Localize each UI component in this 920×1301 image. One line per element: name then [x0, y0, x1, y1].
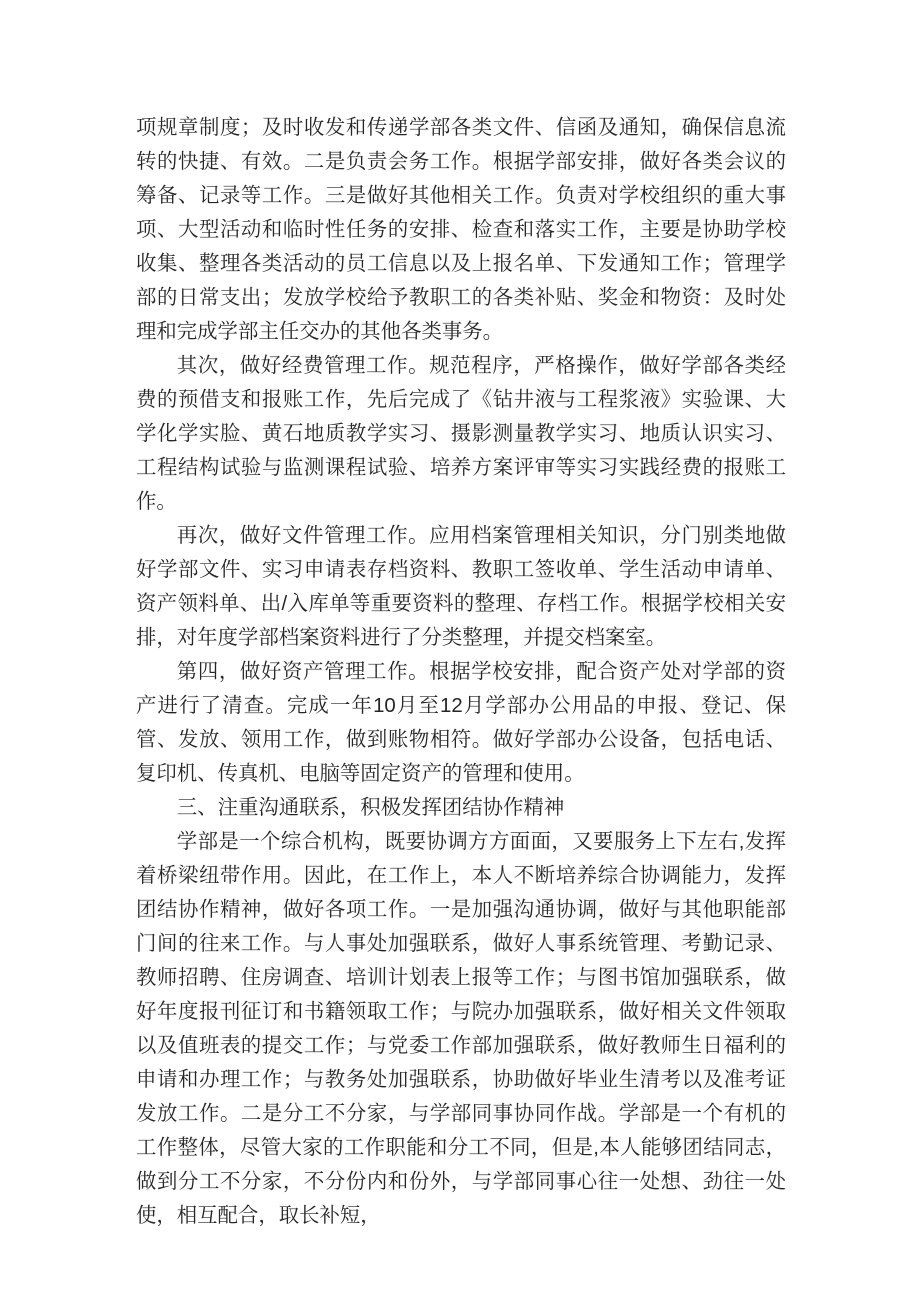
body-paragraph-continuation: 项规章制度；及时收发和传递学部各类文件、信函及通知，确保信息流转的快捷、有效。二是负责会务工作。根据学部安排，做好各类会议的筹备、记录等工作。三是做好其他相关工作。负责对学校组织的重大事项、大型活动和临时性任务的安排、检查和落实工作，主要是协助学校收集、整理各类活动的员工信息以及上报名单、下发通知工作；管理学部的日常支出；发放学校给予教职工的各类补贴、奖金和物资：及时处理和完成学部主任交办的其他各类事务。 — [136, 117, 786, 343]
body-paragraph-asset-management: 第四，做好资产管理工作。根据学校安排，配合资产处对学部的资产进行了清查。完成一年10月至12月学部办公用品的申报、登记、保管、发放、领用工作，做到账物相符。做好学部办公设备，包括电话、复印机、传真机、电脑等固定资产的管理和使用。 — [136, 661, 786, 785]
section-heading-three: 三、注重沟通联系，积极发挥团结协作精神 — [176, 797, 565, 819]
body-paragraph-file-management: 再次，做好文件管理工作。应用档案管理相关知识，分门别类地做好学部文件、实习申请表存档资料、教职工签收单、学生活动申请单、资产领料单、出/入库单等重要资料的整理、存档工作。根据学校相关安排，对年度学部档案资料进行了分类整理，并提交档案室。 — [136, 525, 786, 649]
body-paragraph-funds-management: 其次，做好经费管理工作。规范程序，严格操作，做好学部各类经费的预借支和报账工作，先后完成了《钻井液与工程浆液》实验课、大学化学实脸、黄石地质教学实习、摄影测量教学实习、地质认识实习、工程结构试验与监测课程试验、培养方案评审等实习实践经费的报账工作。 — [136, 355, 786, 513]
document-text-block — [136, 111, 786, 1233]
body-paragraph-coordination: 学部是一个综合机构，既要协调方方面面，又要服务上下左右,发挥着桥梁纽带作用。因此，在工作上，本人不断培养综合协调能力，发挥团结协作精神，做好各项工作。一是加强沟通协调，做好与其他职能部门间的往来工作。与人事处加强联系，做好人事系统管理、考勤记录、教师招聘、住房调查、培训计划表上报等工作；与图书馆加强联系，做好年度报刊征订和书籍领取工作；与院办加强联系，做好相关文件领取以及值班表的提交工作；与党委工作部加强联系，做好教师生日福利的申请和办理工作；与教务处加强联系，协助做好毕业生清考以及准考证发放工作。二是分工不分家，与学部同事协同作战。学部是一个有机的工作整体，尽管大家的工作职能和分工不同，但是,本人能够团结同志，做到分工不分家，不分份内和份外，与学部同事心往一处想、劲往一处使，相互配合，取长补短， — [136, 831, 786, 1227]
